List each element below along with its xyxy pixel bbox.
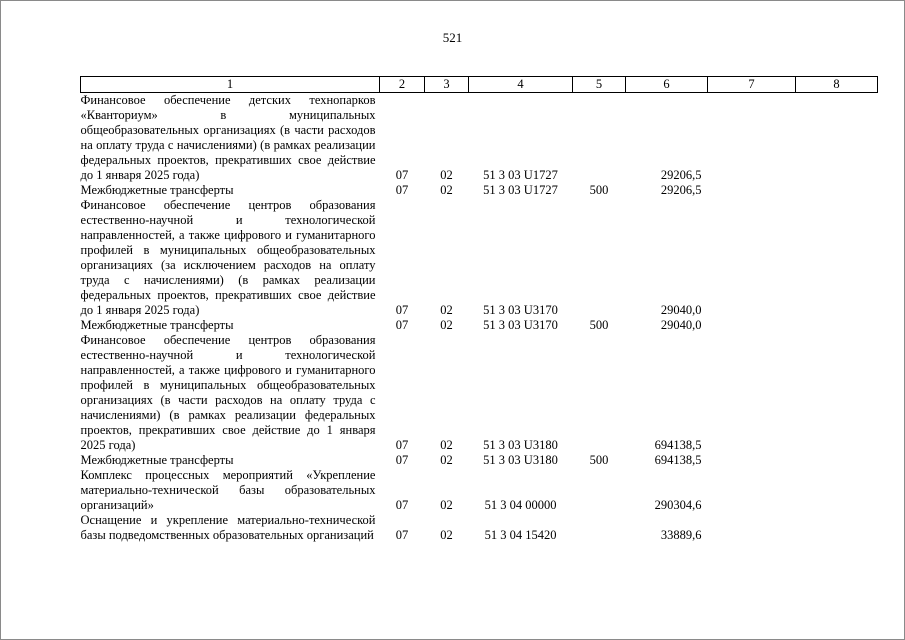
row-target-code: 51 3 03 U3180 — [483, 453, 558, 467]
table-row — [81, 513, 878, 543]
row-section: 07 — [395, 453, 409, 467]
row-name: Межбюджетные трансферты — [80, 453, 234, 467]
row-amount: 29206,5 — [660, 168, 702, 182]
row-name: Оснащение и укрепление материально-технической базы подведомственных образовательных организаций — [80, 513, 376, 542]
row-target-code: 51 3 03 U3170 — [483, 303, 558, 317]
row-subsection: 02 — [440, 168, 453, 182]
row-col7 — [708, 93, 796, 184]
row-name: Межбюджетные трансферты — [80, 318, 234, 332]
header-row — [81, 77, 878, 93]
row-name: Финансовое обеспечение центров образования естественно-научной и технологической направленностей, а также цифрового и гуманитарного профилей в муниципальных общеобразовательных организациях (за исключением расходов на оплату труда с начислениями) (в рамках реализации федеральных проектов, прекративших свое действие до 1 января 2025 года) — [80, 198, 376, 317]
header-cell-2: 2 — [380, 77, 425, 93]
row-expense-type: 500 — [589, 183, 609, 197]
table-row — [81, 183, 878, 198]
row-col8 — [796, 318, 878, 333]
row-section: 07 — [395, 528, 409, 542]
header-cell-7: 7 — [708, 77, 796, 93]
row-col8 — [796, 453, 878, 468]
header-cell-8: 8 — [796, 77, 878, 93]
row-col8 — [796, 468, 878, 513]
row-subsection: 02 — [440, 498, 453, 512]
row-section: 07 — [395, 168, 409, 182]
header-cell-1: 1 — [81, 77, 380, 93]
row-section: 07 — [395, 183, 409, 197]
page-number: 521 — [442, 30, 463, 45]
header-cell-3: 3 — [425, 77, 469, 93]
row-target-code: 51 3 04 15420 — [484, 528, 557, 542]
row-col8 — [796, 513, 878, 543]
row-name: Финансовое обеспечение центров образования естественно-научной и технологической направленностей, а также цифрового и гуманитарного профилей в муниципальных общеобразовательных организациях (в части расходов на оплату труда с начислениями) (в рамках реализации федеральных проектов, прекративших свое действие до 1 января 2025 года) — [80, 333, 376, 452]
row-amount: 290304,6 — [654, 498, 702, 512]
row-expense-type — [573, 468, 626, 513]
row-col7 — [708, 333, 796, 453]
row-col7 — [708, 183, 796, 198]
row-subsection: 02 — [440, 183, 453, 197]
row-col7 — [708, 318, 796, 333]
row-col8 — [796, 198, 878, 318]
row-subsection: 02 — [440, 318, 453, 332]
table-row — [81, 198, 878, 318]
row-subsection: 02 — [440, 303, 453, 317]
row-col8 — [796, 93, 878, 184]
row-target-code: 51 3 04 00000 — [484, 498, 557, 512]
row-name: Межбюджетные трансферты — [80, 183, 234, 197]
row-expense-type — [573, 333, 626, 453]
header-cell-5: 5 — [573, 77, 626, 93]
table-row — [81, 453, 878, 468]
row-expense-type: 500 — [589, 453, 609, 467]
row-amount: 694138,5 — [654, 438, 702, 452]
row-subsection: 02 — [440, 453, 453, 467]
table-row — [81, 93, 878, 184]
row-target-code: 51 3 03 U1727 — [483, 168, 558, 182]
row-expense-type — [573, 93, 626, 184]
row-amount: 694138,5 — [654, 453, 702, 467]
row-section: 07 — [395, 498, 409, 512]
row-col8 — [796, 333, 878, 453]
row-amount: 29040,0 — [660, 303, 702, 317]
table-row — [81, 468, 878, 513]
row-amount: 29206,5 — [660, 183, 702, 197]
header-cell-4: 4 — [469, 77, 573, 93]
table-row — [81, 333, 878, 453]
row-col7 — [708, 453, 796, 468]
row-name: Комплекс процессных мероприятий «Укрепление материально-технической базы образовательных организаций» — [80, 468, 376, 512]
row-col7 — [708, 198, 796, 318]
row-subsection: 02 — [440, 528, 453, 542]
row-col7 — [708, 513, 796, 543]
table-row — [81, 318, 878, 333]
row-amount: 33889,6 — [660, 528, 702, 542]
row-target-code: 51 3 03 U3170 — [483, 318, 558, 332]
row-section: 07 — [395, 303, 409, 317]
row-name: Финансовое обеспечение детских технопарков «Кванториум» в муниципальных общеобразовательных организациях (в части расходов на оплату труда с начислениями) (в рамках реализации федеральных проектов, прекративших свое действие до 1 января 2025 года) — [80, 93, 376, 182]
row-expense-type — [573, 198, 626, 318]
row-section: 07 — [395, 318, 409, 332]
row-amount: 29040,0 — [660, 318, 702, 332]
row-target-code: 51 3 03 U1727 — [483, 183, 558, 197]
row-expense-type — [573, 513, 626, 543]
header-cell-6: 6 — [626, 77, 708, 93]
row-section: 07 — [395, 438, 409, 452]
row-expense-type: 500 — [589, 318, 609, 332]
row-col7 — [708, 468, 796, 513]
budget-table — [80, 76, 878, 543]
row-subsection: 02 — [440, 438, 453, 452]
row-target-code: 51 3 03 U3180 — [483, 438, 558, 452]
row-col8 — [796, 183, 878, 198]
